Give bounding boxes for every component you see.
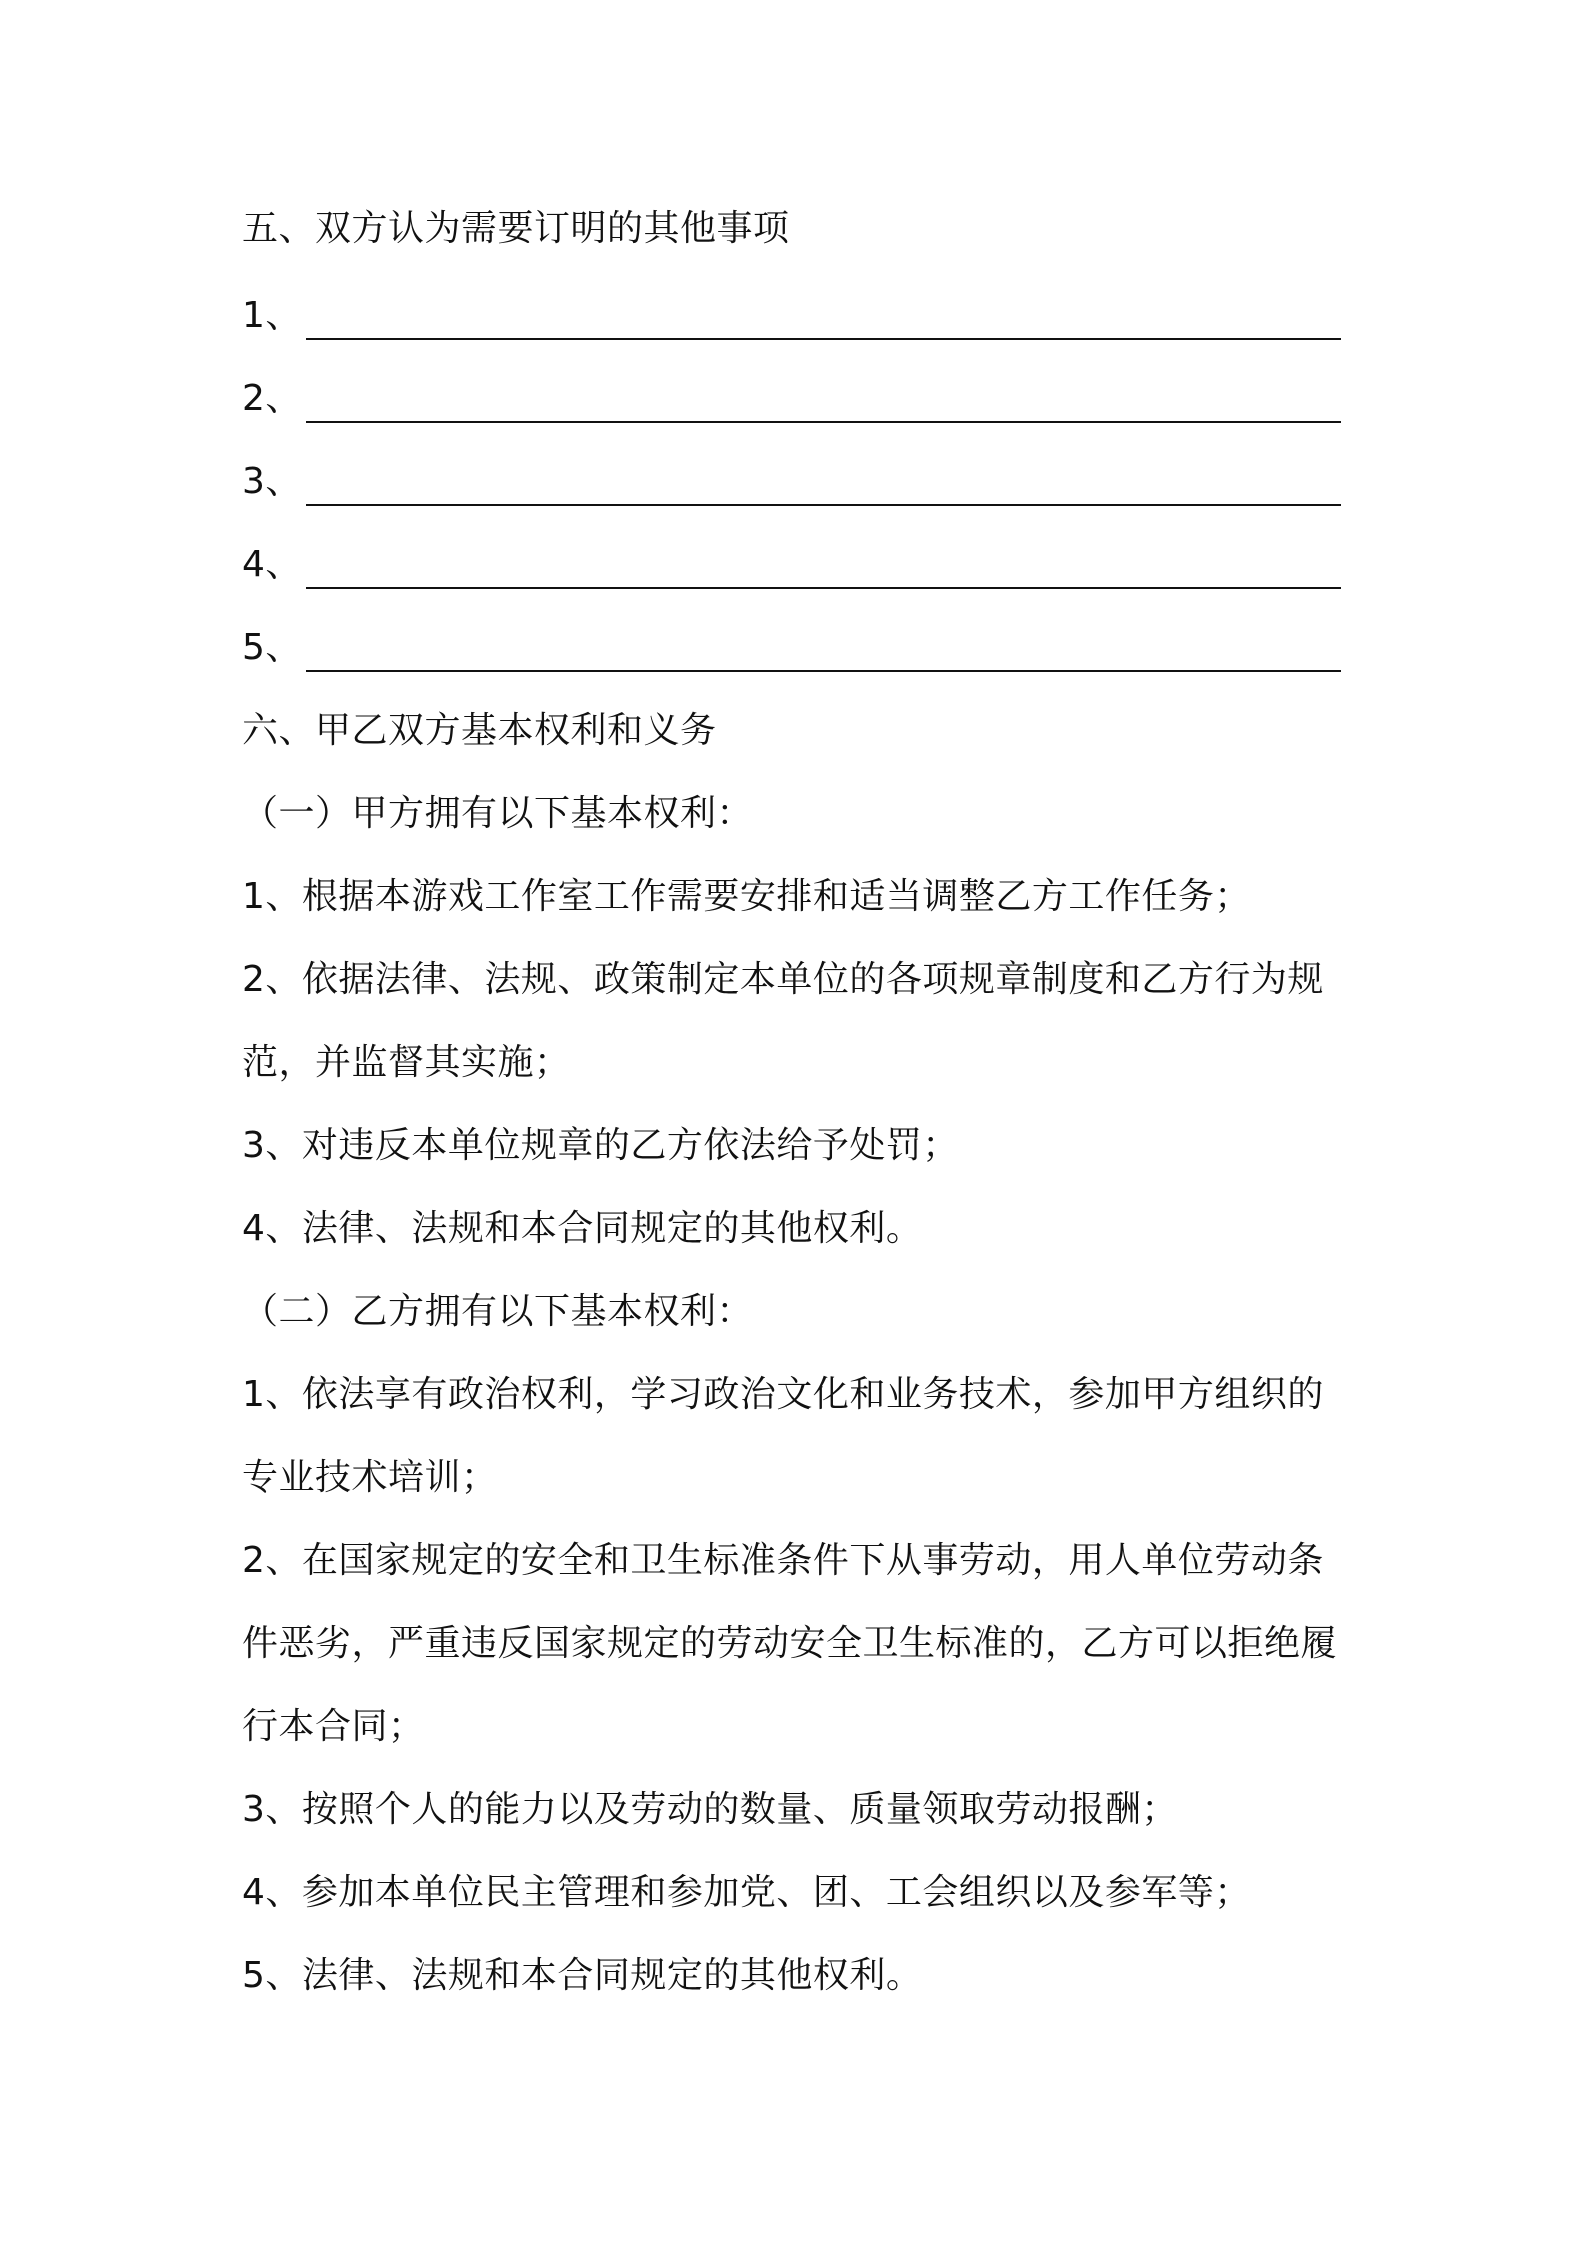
blank-item	[242, 458, 1341, 506]
party-b-item: 3、按照个人的能力以及劳动的数量、质量领取劳动报酬；	[242, 1789, 1178, 1830]
party-a-item: 1、根据本游戏工作室工作需要安排和适当调整乙方工作任务；	[242, 876, 1251, 917]
blank-fill-line[interactable]	[306, 630, 1341, 672]
blank-item-number: 2、	[242, 378, 302, 419]
party-b-item: 4、参加本单位民主管理和参加党、团、工会组织以及参军等；	[242, 1872, 1251, 1913]
party-b-item: 件恶劣，严重违反国家规定的劳动安全卫生标准的，乙方可以拒绝履	[242, 1623, 1338, 1664]
blank-item-number: 5、	[242, 627, 302, 668]
party-b-subheading: （二）乙方拥有以下基本权利：	[242, 1291, 754, 1332]
party-b-item: 专业技术培训；	[242, 1457, 498, 1498]
blank-fill-line[interactable]	[306, 381, 1341, 423]
party-b-item: 2、在国家规定的安全和卫生标准条件下从事劳动，用人单位劳动条	[242, 1540, 1324, 1581]
party-b-item: 5、法律、法规和本合同规定的其他权利。	[242, 1955, 923, 1996]
party-a-subheading: （一）甲方拥有以下基本权利：	[242, 793, 754, 834]
blank-item	[242, 624, 1341, 672]
party-b-item: 行本合同；	[242, 1706, 425, 1747]
blank-fill-line[interactable]	[306, 298, 1341, 340]
section6-heading: 六、甲乙双方基本权利和义务	[242, 710, 717, 751]
party-a-item: 范，并监督其实施；	[242, 1042, 571, 1083]
blank-item-number: 3、	[242, 461, 302, 502]
section5-heading: 五、双方认为需要订明的其他事项	[242, 208, 790, 249]
blank-item-number: 4、	[242, 544, 302, 585]
party-b-item: 1、依法享有政治权利，学习政治文化和业务技术，参加甲方组织的	[242, 1374, 1324, 1415]
blank-item-number: 1、	[242, 295, 302, 336]
party-a-item: 3、对违反本单位规章的乙方依法给予处罚；	[242, 1125, 959, 1166]
blank-item	[242, 541, 1341, 589]
blank-fill-line[interactable]	[306, 547, 1341, 589]
party-a-item: 2、依据法律、法规、政策制定本单位的各项规章制度和乙方行为规	[242, 959, 1324, 1000]
blank-fill-line[interactable]	[306, 464, 1341, 506]
blank-item	[242, 292, 1341, 340]
party-a-item: 4、法律、法规和本合同规定的其他权利。	[242, 1208, 923, 1249]
blank-item	[242, 375, 1341, 423]
